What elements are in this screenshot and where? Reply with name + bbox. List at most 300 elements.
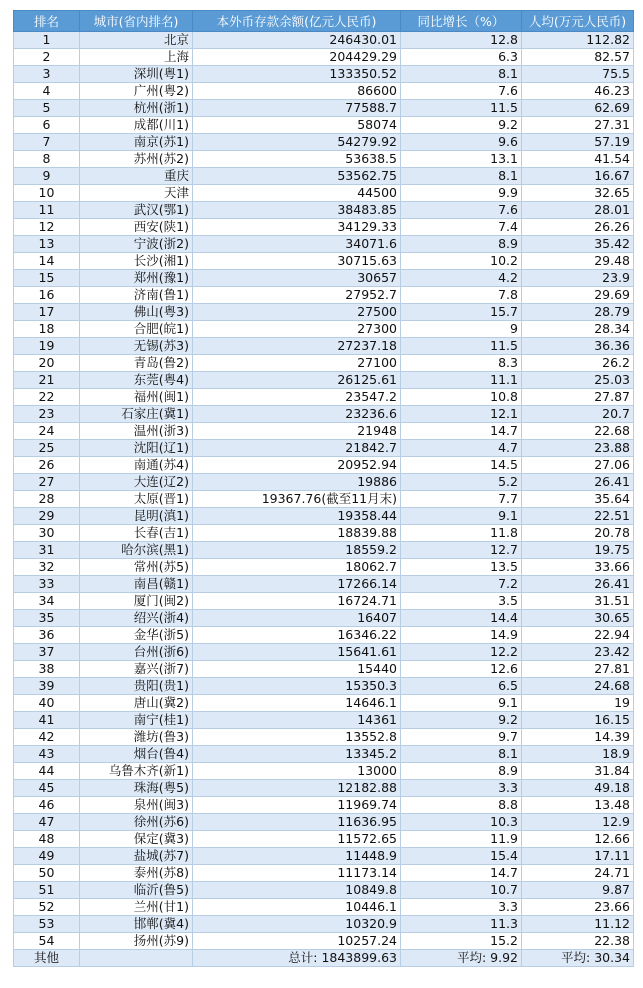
- cell-deposit: 18559.2: [193, 542, 401, 559]
- cell-rank: 14: [14, 253, 80, 270]
- footer-rank: 其他: [14, 950, 80, 967]
- cell-city: 南通(苏4): [80, 457, 193, 474]
- cell-rank: 50: [14, 865, 80, 882]
- cell-rank: 4: [14, 83, 80, 100]
- cell-deposit: 86600: [193, 83, 401, 100]
- cell-deposit: 20952.94: [193, 457, 401, 474]
- table-row: [14, 236, 634, 253]
- table-row: [14, 576, 634, 593]
- cell-deposit: 11173.14: [193, 865, 401, 882]
- cell-city: 盐城(苏7): [80, 848, 193, 865]
- cell-per-capita: 33.66: [522, 559, 634, 576]
- cell-growth: 10.8: [401, 389, 522, 406]
- cell-deposit: 30715.63: [193, 253, 401, 270]
- cell-rank: 37: [14, 644, 80, 661]
- cell-deposit: 23236.6: [193, 406, 401, 423]
- cell-per-capita: 82.57: [522, 49, 634, 66]
- cell-city: 台州(浙6): [80, 644, 193, 661]
- cell-rank: 32: [14, 559, 80, 576]
- cell-growth: 11.5: [401, 100, 522, 117]
- table-row: [14, 746, 634, 763]
- cell-city: 西安(陕1): [80, 219, 193, 236]
- cell-rank: 21: [14, 372, 80, 389]
- cell-city: 天津: [80, 185, 193, 202]
- cell-per-capita: 62.69: [522, 100, 634, 117]
- cell-growth: 9.2: [401, 117, 522, 134]
- cell-per-capita: 13.48: [522, 797, 634, 814]
- cell-deposit: 11572.65: [193, 831, 401, 848]
- cell-deposit: 13000: [193, 763, 401, 780]
- cell-rank: 12: [14, 219, 80, 236]
- cell-growth: 14.5: [401, 457, 522, 474]
- cell-city: 乌鲁木齐(新1): [80, 763, 193, 780]
- cell-deposit: 53638.5: [193, 151, 401, 168]
- cell-city: 烟台(鲁4): [80, 746, 193, 763]
- table-row: [14, 202, 634, 219]
- cell-city: 杭州(浙1): [80, 100, 193, 117]
- cell-city: 常州(苏5): [80, 559, 193, 576]
- table-row: [14, 831, 634, 848]
- cell-growth: 15.7: [401, 304, 522, 321]
- cell-rank: 9: [14, 168, 80, 185]
- table-header: [14, 11, 634, 32]
- cell-deposit: 21842.7: [193, 440, 401, 457]
- cell-growth: 10.2: [401, 253, 522, 270]
- cell-growth: 15.2: [401, 933, 522, 950]
- cell-rank: 47: [14, 814, 80, 831]
- cell-growth: 8.1: [401, 66, 522, 83]
- cell-rank: 8: [14, 151, 80, 168]
- cell-per-capita: 17.11: [522, 848, 634, 865]
- table-row: [14, 865, 634, 882]
- cell-rank: 48: [14, 831, 80, 848]
- cell-per-capita: 46.23: [522, 83, 634, 100]
- cell-per-capita: 19: [522, 695, 634, 712]
- cell-per-capita: 26.41: [522, 474, 634, 491]
- cell-deposit: 16346.22: [193, 627, 401, 644]
- cell-per-capita: 9.87: [522, 882, 634, 899]
- cell-growth: 11.9: [401, 831, 522, 848]
- cell-city: 青岛(鲁2): [80, 355, 193, 372]
- footer-growth-value: 9.92: [490, 950, 518, 965]
- cell-rank: 3: [14, 66, 80, 83]
- cell-deposit: 19358.44: [193, 508, 401, 525]
- cell-rank: 11: [14, 202, 80, 219]
- table-row: [14, 797, 634, 814]
- cell-per-capita: 32.65: [522, 185, 634, 202]
- cell-per-capita: 30.65: [522, 610, 634, 627]
- cell-deposit: 19367.76(截至11月末): [193, 491, 401, 508]
- cell-growth: 6.5: [401, 678, 522, 695]
- cell-per-capita: 24.71: [522, 865, 634, 882]
- cell-growth: 9.7: [401, 729, 522, 746]
- table-row: [14, 933, 634, 950]
- cell-rank: 22: [14, 389, 80, 406]
- cell-deposit: 58074: [193, 117, 401, 134]
- table-row: [14, 100, 634, 117]
- table-row: [14, 678, 634, 695]
- cell-per-capita: 112.82: [522, 32, 634, 49]
- cell-deposit: 14646.1: [193, 695, 401, 712]
- cell-growth: 12.8: [401, 32, 522, 49]
- cell-growth: 9.2: [401, 712, 522, 729]
- table-row: [14, 32, 634, 49]
- cell-deposit: 34129.33: [193, 219, 401, 236]
- table-row: [14, 185, 634, 202]
- cell-per-capita: 35.42: [522, 236, 634, 253]
- cell-per-capita: 22.68: [522, 423, 634, 440]
- table-row: [14, 610, 634, 627]
- table-row: [14, 508, 634, 525]
- table-row: [14, 117, 634, 134]
- cell-rank: 24: [14, 423, 80, 440]
- cell-growth: 3.3: [401, 780, 522, 797]
- cell-rank: 51: [14, 882, 80, 899]
- cell-city: 宁波(浙2): [80, 236, 193, 253]
- cell-deposit: 54279.92: [193, 134, 401, 151]
- cell-deposit: 18839.88: [193, 525, 401, 542]
- cell-growth: 6.3: [401, 49, 522, 66]
- table-row: [14, 491, 634, 508]
- table-row: [14, 848, 634, 865]
- table-row: [14, 134, 634, 151]
- cell-rank: 7: [14, 134, 80, 151]
- cell-growth: 4.2: [401, 270, 522, 287]
- cell-per-capita: 22.38: [522, 933, 634, 950]
- table-row: [14, 661, 634, 678]
- table-row: [14, 916, 634, 933]
- cell-per-capita: 11.12: [522, 916, 634, 933]
- cell-deposit: 133350.52: [193, 66, 401, 83]
- cell-growth: 3.5: [401, 593, 522, 610]
- cell-per-capita: 16.67: [522, 168, 634, 185]
- cell-deposit: 14361: [193, 712, 401, 729]
- cell-rank: 44: [14, 763, 80, 780]
- cell-growth: 9.9: [401, 185, 522, 202]
- cell-rank: 30: [14, 525, 80, 542]
- cell-deposit: 11448.9: [193, 848, 401, 865]
- cell-deposit: 10849.8: [193, 882, 401, 899]
- cell-per-capita: 26.2: [522, 355, 634, 372]
- table-row: [14, 780, 634, 797]
- cell-growth: 12.7: [401, 542, 522, 559]
- cell-rank: 54: [14, 933, 80, 950]
- cell-deposit: 12182.88: [193, 780, 401, 797]
- cell-deposit: 27300: [193, 321, 401, 338]
- cell-growth: 12.2: [401, 644, 522, 661]
- cell-growth: 14.7: [401, 423, 522, 440]
- cell-per-capita: 25.03: [522, 372, 634, 389]
- table-row: [14, 457, 634, 474]
- cell-per-capita: 26.41: [522, 576, 634, 593]
- cell-per-capita: 29.69: [522, 287, 634, 304]
- table-row: [14, 525, 634, 542]
- cell-growth: 7.8: [401, 287, 522, 304]
- cell-per-capita: 18.9: [522, 746, 634, 763]
- footer-deposit-total: [193, 950, 401, 967]
- cell-city: 北京: [80, 32, 193, 49]
- cell-growth: 13.1: [401, 151, 522, 168]
- cell-per-capita: 23.9: [522, 270, 634, 287]
- cell-per-capita: 29.48: [522, 253, 634, 270]
- cell-deposit: 16724.71: [193, 593, 401, 610]
- table-row: [14, 423, 634, 440]
- cell-deposit: 27500: [193, 304, 401, 321]
- cell-city: 长春(吉1): [80, 525, 193, 542]
- cell-city: 临沂(鲁5): [80, 882, 193, 899]
- cell-city: 邯郸(冀4): [80, 916, 193, 933]
- cell-growth: 11.3: [401, 916, 522, 933]
- cell-deposit: 53562.75: [193, 168, 401, 185]
- cell-deposit: 27237.18: [193, 338, 401, 355]
- cell-city: 长沙(湘1): [80, 253, 193, 270]
- cell-deposit: 27100: [193, 355, 401, 372]
- cell-deposit: 11969.74: [193, 797, 401, 814]
- cell-growth: 3.3: [401, 899, 522, 916]
- cell-rank: 36: [14, 627, 80, 644]
- cell-per-capita: 35.64: [522, 491, 634, 508]
- cell-deposit: 38483.85: [193, 202, 401, 219]
- cell-per-capita: 22.94: [522, 627, 634, 644]
- cell-city: 深圳(粤1): [80, 66, 193, 83]
- cell-growth: 9.6: [401, 134, 522, 151]
- cell-rank: 45: [14, 780, 80, 797]
- cell-rank: 17: [14, 304, 80, 321]
- cell-city: 沈阳(辽1): [80, 440, 193, 457]
- header-deposit[interactable]: 本外币存款余额(亿元人民币): [193, 11, 401, 32]
- table-footer: [14, 950, 634, 967]
- table-row: [14, 763, 634, 780]
- header-growth[interactable]: 同比增长（%）: [401, 11, 522, 32]
- cell-growth: 9: [401, 321, 522, 338]
- cell-growth: 11.1: [401, 372, 522, 389]
- cell-growth: 7.4: [401, 219, 522, 236]
- cell-per-capita: 23.66: [522, 899, 634, 916]
- cell-growth: 7.6: [401, 202, 522, 219]
- cell-per-capita: 22.51: [522, 508, 634, 525]
- cell-growth: 8.9: [401, 236, 522, 253]
- cell-deposit: 11636.95: [193, 814, 401, 831]
- cell-rank: 18: [14, 321, 80, 338]
- cell-per-capita: 31.84: [522, 763, 634, 780]
- table-row: [14, 355, 634, 372]
- cell-deposit: 27952.7: [193, 287, 401, 304]
- cell-city: 佛山(粤3): [80, 304, 193, 321]
- cell-per-capita: 26.26: [522, 219, 634, 236]
- cell-city: 南宁(桂1): [80, 712, 193, 729]
- cell-per-capita: 24.68: [522, 678, 634, 695]
- cell-city: 温州(浙3): [80, 423, 193, 440]
- cell-rank: 39: [14, 678, 80, 695]
- cell-city: 上海: [80, 49, 193, 66]
- cell-rank: 10: [14, 185, 80, 202]
- table-row: [14, 83, 634, 100]
- cell-deposit: 18062.7: [193, 559, 401, 576]
- cell-rank: 33: [14, 576, 80, 593]
- cell-rank: 34: [14, 593, 80, 610]
- cell-per-capita: 16.15: [522, 712, 634, 729]
- cell-rank: 53: [14, 916, 80, 933]
- cell-per-capita: 27.06: [522, 457, 634, 474]
- table-row: [14, 644, 634, 661]
- cell-growth: 10.7: [401, 882, 522, 899]
- cell-per-capita: 12.9: [522, 814, 634, 831]
- table-row: [14, 321, 634, 338]
- cell-city: 昆明(滇1): [80, 508, 193, 525]
- table-row: [14, 712, 634, 729]
- cell-growth: 15.4: [401, 848, 522, 865]
- footer-deposit-label: 总计:: [288, 950, 318, 965]
- cell-growth: 14.4: [401, 610, 522, 627]
- cell-rank: 43: [14, 746, 80, 763]
- table-row: [14, 627, 634, 644]
- cell-rank: 49: [14, 848, 80, 865]
- table-row: [14, 389, 634, 406]
- cell-city: 合肥(皖1): [80, 321, 193, 338]
- cell-deposit: 15641.61: [193, 644, 401, 661]
- cell-rank: 35: [14, 610, 80, 627]
- table-row: [14, 270, 634, 287]
- table-row: [14, 304, 634, 321]
- cell-city: 嘉兴(浙7): [80, 661, 193, 678]
- cell-deposit: 21948: [193, 423, 401, 440]
- cell-city: 东莞(粤4): [80, 372, 193, 389]
- footer-per-capita-value: 30.34: [594, 950, 630, 965]
- cell-deposit: 204429.29: [193, 49, 401, 66]
- header-row: [14, 11, 634, 32]
- cell-deposit: 15350.3: [193, 678, 401, 695]
- cell-city: 厦门(闽2): [80, 593, 193, 610]
- deposit-ranking-table: [13, 10, 634, 967]
- cell-per-capita: 36.36: [522, 338, 634, 355]
- cell-growth: 8.1: [401, 168, 522, 185]
- cell-rank: 1: [14, 32, 80, 49]
- cell-city: 无锡(苏3): [80, 338, 193, 355]
- cell-growth: 13.5: [401, 559, 522, 576]
- cell-deposit: 30657: [193, 270, 401, 287]
- table-row: [14, 151, 634, 168]
- cell-growth: 4.7: [401, 440, 522, 457]
- cell-growth: 8.9: [401, 763, 522, 780]
- cell-rank: 16: [14, 287, 80, 304]
- table-row: [14, 559, 634, 576]
- table-row: [14, 593, 634, 610]
- cell-growth: 14.9: [401, 627, 522, 644]
- cell-rank: 20: [14, 355, 80, 372]
- cell-city: 福州(闽1): [80, 389, 193, 406]
- cell-per-capita: 20.7: [522, 406, 634, 423]
- cell-rank: 5: [14, 100, 80, 117]
- cell-city: 大连(辽2): [80, 474, 193, 491]
- cell-per-capita: 27.81: [522, 661, 634, 678]
- cell-deposit: 15440: [193, 661, 401, 678]
- cell-growth: 5.2: [401, 474, 522, 491]
- cell-per-capita: 41.54: [522, 151, 634, 168]
- table-body: [14, 32, 634, 950]
- cell-rank: 41: [14, 712, 80, 729]
- cell-deposit: 34071.6: [193, 236, 401, 253]
- header-rank[interactable]: 排名: [14, 11, 80, 32]
- cell-rank: 28: [14, 491, 80, 508]
- table-row: [14, 168, 634, 185]
- cell-per-capita: 75.5: [522, 66, 634, 83]
- cell-city: 广州(粤2): [80, 83, 193, 100]
- cell-city: 泰州(苏8): [80, 865, 193, 882]
- cell-growth: 8.8: [401, 797, 522, 814]
- cell-city: 唐山(冀2): [80, 695, 193, 712]
- cell-deposit: 10320.9: [193, 916, 401, 933]
- footer-deposit-value: 1843899.63: [321, 950, 397, 965]
- cell-deposit: 23547.2: [193, 389, 401, 406]
- cell-rank: 13: [14, 236, 80, 253]
- cell-growth: 14.7: [401, 865, 522, 882]
- cell-deposit: 10446.1: [193, 899, 401, 916]
- cell-city: 哈尔滨(黑1): [80, 542, 193, 559]
- cell-city: 珠海(粤5): [80, 780, 193, 797]
- cell-growth: 7.6: [401, 83, 522, 100]
- cell-rank: 29: [14, 508, 80, 525]
- cell-deposit: 13345.2: [193, 746, 401, 763]
- table-row: [14, 814, 634, 831]
- table-row: [14, 49, 634, 66]
- cell-growth: 9.1: [401, 695, 522, 712]
- header-city[interactable]: 城市(省内排名): [80, 11, 193, 32]
- cell-rank: 42: [14, 729, 80, 746]
- cell-growth: 8.1: [401, 746, 522, 763]
- cell-city: 保定(冀3): [80, 831, 193, 848]
- cell-city: 石家庄(冀1): [80, 406, 193, 423]
- cell-deposit: 26125.61: [193, 372, 401, 389]
- cell-per-capita: 14.39: [522, 729, 634, 746]
- cell-rank: 23: [14, 406, 80, 423]
- table-row: [14, 542, 634, 559]
- cell-city: 扬州(苏9): [80, 933, 193, 950]
- deposit-ranking-sheet: [13, 10, 633, 967]
- table-row: [14, 253, 634, 270]
- cell-per-capita: 28.34: [522, 321, 634, 338]
- cell-rank: 19: [14, 338, 80, 355]
- cell-rank: 38: [14, 661, 80, 678]
- cell-per-capita: 23.88: [522, 440, 634, 457]
- cell-deposit: 44500: [193, 185, 401, 202]
- cell-rank: 27: [14, 474, 80, 491]
- table-row: [14, 729, 634, 746]
- cell-growth: 11.8: [401, 525, 522, 542]
- table-row: [14, 882, 634, 899]
- footer-row: [14, 950, 634, 967]
- table-row: [14, 338, 634, 355]
- cell-rank: 15: [14, 270, 80, 287]
- cell-per-capita: 23.42: [522, 644, 634, 661]
- cell-per-capita: 20.78: [522, 525, 634, 542]
- cell-rank: 2: [14, 49, 80, 66]
- cell-per-capita: 57.19: [522, 134, 634, 151]
- cell-city: 苏州(苏2): [80, 151, 193, 168]
- cell-growth: 12.6: [401, 661, 522, 678]
- header-per-capita[interactable]: 人均(万元人民币): [522, 11, 634, 32]
- cell-deposit: 16407: [193, 610, 401, 627]
- cell-city: 济南(鲁1): [80, 287, 193, 304]
- table-row: [14, 695, 634, 712]
- cell-city: 兰州(甘1): [80, 899, 193, 916]
- cell-city: 成都(川1): [80, 117, 193, 134]
- cell-growth: 12.1: [401, 406, 522, 423]
- cell-city: 重庆: [80, 168, 193, 185]
- cell-per-capita: 49.18: [522, 780, 634, 797]
- cell-city: 贵阳(贵1): [80, 678, 193, 695]
- cell-growth: 7.7: [401, 491, 522, 508]
- cell-city: 郑州(豫1): [80, 270, 193, 287]
